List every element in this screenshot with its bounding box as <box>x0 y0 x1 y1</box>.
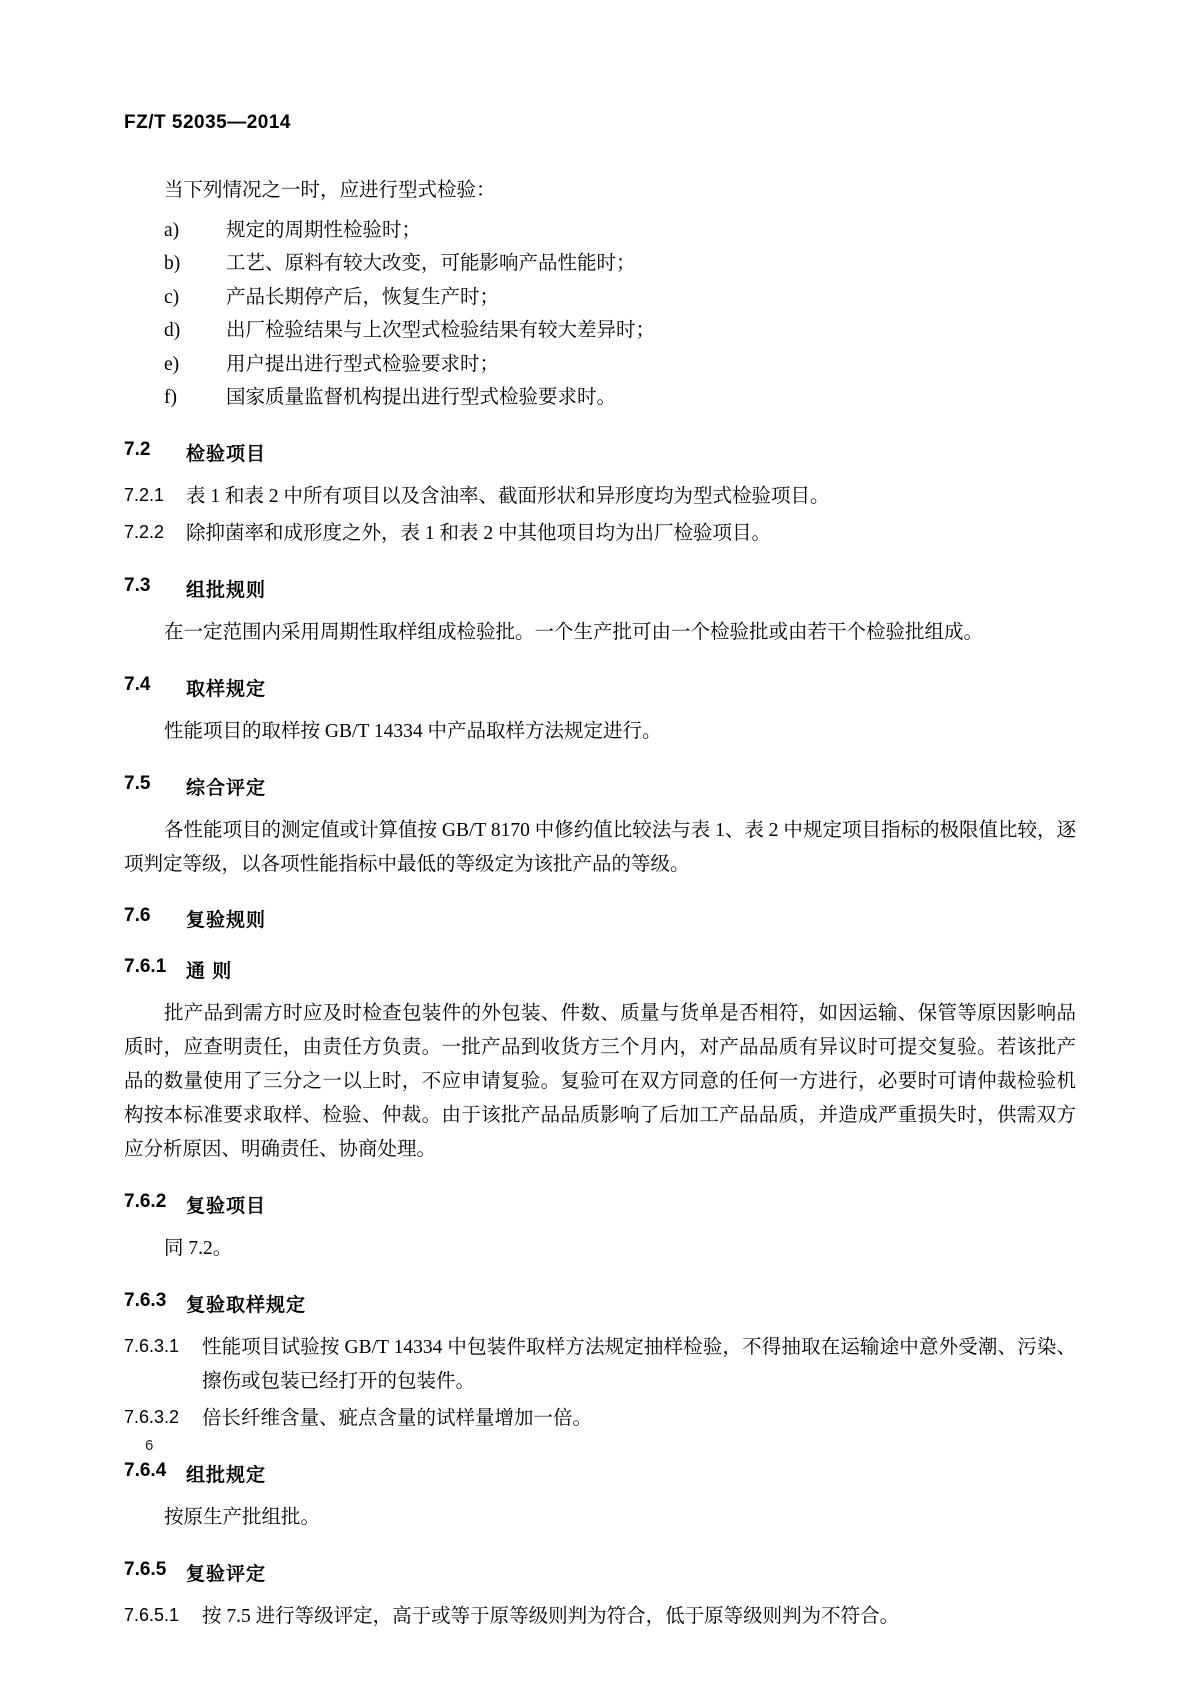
standard-code-header: FZ/T 52035—2014 <box>124 112 291 133</box>
list-item <box>124 314 1076 348</box>
type-inspection-lead: 当下列情况之一时，应进行型式检验： <box>164 180 496 201</box>
list-item-label: 用户提出进行型式检验要求时； <box>226 353 500 375</box>
clause-number: 7.6.3.1 <box>124 1336 180 1356</box>
list-item-marker: e) <box>164 353 180 375</box>
list-item-marker: a) <box>164 219 180 241</box>
list-item-label: 国家质量监督机构提出进行型式检验要求时。 <box>226 387 617 409</box>
section-number: 7.6.5 <box>124 1558 167 1580</box>
list-item-marker: d) <box>164 320 181 342</box>
list-item-label: 规定的周期性检验时； <box>226 219 422 241</box>
section-heading-7-2 <box>124 439 1076 466</box>
section-title: 复验取样规定 <box>186 1295 307 1316</box>
page-content <box>124 112 1076 1637</box>
section-heading-7-6-5 <box>124 1559 1076 1586</box>
clause-7-6-3-1 <box>124 1331 1076 1398</box>
section-title: 检验项目 <box>186 443 267 465</box>
list-item <box>124 214 1076 248</box>
section-number: 7.4 <box>124 673 151 695</box>
section-heading-7-6-4 <box>124 1460 1076 1487</box>
section-heading-7-3 <box>124 575 1076 602</box>
clause-text: 性能项目试验按 GB/T 14334 中包装件取样方法规定抽样检验，不得抽取在运输途中意外受潮、污染、擦伤或包装已经打开的包装件。 <box>202 1337 1076 1392</box>
clause-number: 7.6.3.2 <box>124 1407 180 1428</box>
section-title: 复验项目 <box>186 1196 267 1218</box>
section-title: 复验规则 <box>186 910 267 932</box>
section-number: 7.6.4 <box>124 1459 167 1481</box>
clause-text: 按 7.5 进行等级评定，高于或等于原等级则判为符合，低于原等级则判为不符合。 <box>202 1605 900 1627</box>
clause-number: 7.2.1 <box>124 484 165 505</box>
section-number: 7.6.1 <box>124 956 167 978</box>
section-heading-7-4 <box>124 674 1076 701</box>
page-number: 6 <box>145 1437 154 1454</box>
list-item <box>124 281 1076 315</box>
list-item-label: 工艺、原料有较大改变，可能影响产品性能时； <box>226 253 636 275</box>
section-title: 通 则 <box>186 961 233 983</box>
section-heading-7-6 <box>124 905 1076 932</box>
section-heading-7-6-1 <box>124 956 1076 983</box>
type-inspection-list <box>124 214 1076 415</box>
section-number: 7.6.3 <box>124 1290 167 1311</box>
section-7-6-2-body: 同 7.2。 <box>164 1238 233 1260</box>
section-number: 7.6 <box>124 905 151 927</box>
section-7-5-body: 各性能项目的测定值或计算值按 GB/T 8170 中修约值比较法与表 1、表 2 中规定项目指标的极限值比较，逐项判定等级，以各项性能指标中最低的等级定为该批产品的等级。 <box>124 819 1076 875</box>
clause-number: 7.6.5.1 <box>124 1604 180 1625</box>
list-item <box>124 381 1076 415</box>
clause-text: 表 1 和表 2 中所有项目以及含油率、截面形状和异形度均为型式检验项目。 <box>186 485 830 507</box>
section-title: 复验评定 <box>186 1563 267 1585</box>
list-item-label: 出厂检验结果与上次型式检验结果有较大差异时； <box>226 320 656 342</box>
list-item <box>124 348 1076 382</box>
list-item <box>124 247 1076 281</box>
clause-text: 倍长纤维含量、疵点含量的试样量增加一倍。 <box>202 1408 593 1430</box>
clause-text: 除抑菌率和成形度之外，表 1 和表 2 中其他项目均为出厂检验项目。 <box>186 523 772 545</box>
section-number: 7.5 <box>124 772 151 794</box>
section-7-4-body: 性能项目的取样按 GB/T 14334 中产品取样方法规定进行。 <box>164 720 662 742</box>
section-number: 7.2 <box>124 438 151 460</box>
section-number: 7.6.2 <box>124 1191 167 1213</box>
section-title: 取样规定 <box>186 678 267 700</box>
list-item-marker: c) <box>164 286 180 308</box>
section-7-6-1-body: 批产品到需方时应及时检查包装件的外包装、件数、质量与货单是否相符，如因运输、保管等原因影响品质时，应查明责任，由责任方负责。一批产品到收货方三个月内，对产品品质有异议时可提交复验。若该批产品的数量使用了三分之一以上时，不应申请复验。复验可在双方同意的任何一方进行，必要时可请仲裁检验机构按本标准要求取样、检验、仲裁。由于该批产品品质影响了后加工产品品质，并造成严重损失时，供需双方应分析原因、明确责任、协商处理。 <box>124 1003 1076 1161</box>
list-item-marker: b) <box>164 253 181 275</box>
list-item-label: 产品长期停产后，恢复生产时； <box>226 286 500 308</box>
clause-number: 7.2.2 <box>124 522 165 543</box>
clause-7-6-5-1 <box>124 1600 1076 1634</box>
clause-7-2-1 <box>124 480 1076 514</box>
section-7-3-body: 在一定范围内采用周期性取样组成检验批。一个生产批可由一个检验批或由若干个检验批组成。 <box>164 621 984 643</box>
section-title: 综合评定 <box>186 777 267 799</box>
section-7-6-4-body: 按原生产批组批。 <box>164 1506 321 1528</box>
clause-7-6-3-2 <box>124 1402 1076 1436</box>
clause-7-2-2 <box>124 517 1076 551</box>
section-heading-7-6-2 <box>124 1191 1076 1218</box>
section-title: 组批规则 <box>186 579 267 601</box>
section-heading-7-6-3 <box>124 1290 1076 1317</box>
section-heading-7-5 <box>124 773 1076 800</box>
list-item-marker: f) <box>164 387 177 409</box>
section-title: 组批规定 <box>186 1464 267 1486</box>
section-number: 7.3 <box>124 574 151 596</box>
